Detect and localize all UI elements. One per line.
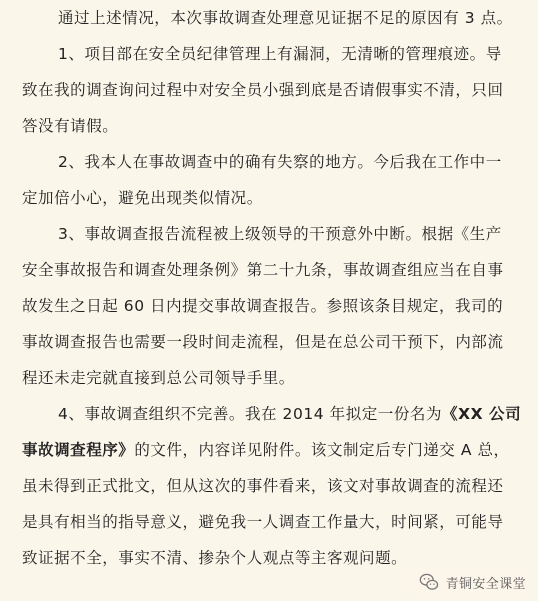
point-3-line-4: 事故调查报告也需要一段时间走流程，但是在总公司干预下，内部流	[22, 333, 504, 351]
point-2-line-1: 2、我本人在事故调查中的确有失察的地方。今后我在工作中一	[58, 153, 502, 171]
point-4-line-2	[22, 432, 527, 468]
point-4-line-1	[22, 396, 527, 432]
document-title-start: 《XX 公司	[442, 405, 522, 423]
point-1-line-2: 致在我的调查询问过程中对安全员小强到底是否请假事实不清，只回	[22, 81, 504, 99]
watermark	[414, 569, 530, 595]
intro-line: 通过上述情况，本次事故调查处理意见证据不足的原因有 3 点。	[58, 9, 513, 27]
point-1-line-1: 1、项目部在安全员纪律管理上有漏洞，无清晰的管理痕迹。导	[58, 45, 502, 63]
document-title-end: 事故调查程序》	[22, 441, 135, 459]
watermark-text: 青铜安全课堂	[445, 576, 526, 592]
point-4-line-4: 是具有相当的指导意义，避免我一人调查工作量大，时间紧，可能导	[22, 513, 504, 531]
point-4-line-1-text: 4、事故调查组织不完善。我在 2014 年拟定一份名为	[58, 405, 443, 423]
wechat-icon	[418, 571, 440, 593]
point-4-line-5: 致证据不全，事实不清、掺杂个人观点等主客观问题。	[22, 549, 408, 567]
point-4-line-2-text: 的文件，内容详见附件。该文制定后专门递交 A 总，	[134, 441, 510, 459]
intro-paragraph	[22, 0, 527, 36]
point-1-paragraph	[22, 36, 527, 144]
point-3-line-1: 3、事故调查报告流程被上级领导的干预意外中断。根据《生产	[58, 225, 502, 243]
point-1-line-3: 答没有请假。	[22, 117, 119, 135]
point-3-line-2: 安全事故报告和调查处理条例》第二十九条，事故调查组应当在自事	[22, 261, 504, 279]
point-2-line-2: 定加倍小心，避免出现类似情况。	[22, 189, 263, 207]
point-4-paragraph	[22, 396, 527, 576]
point-2-paragraph	[22, 144, 527, 216]
point-3-paragraph	[22, 216, 527, 396]
point-3-line-3: 故发生之日起 60 日内提交事故调查报告。参照该条目规定，我司的	[22, 297, 504, 315]
point-4-line-3: 虽未得到正式批文，但从这次的事件看来，该文对事故调查的流程还	[22, 477, 504, 495]
point-3-line-5: 程还未走完就直接到总公司领导手里。	[22, 369, 295, 387]
